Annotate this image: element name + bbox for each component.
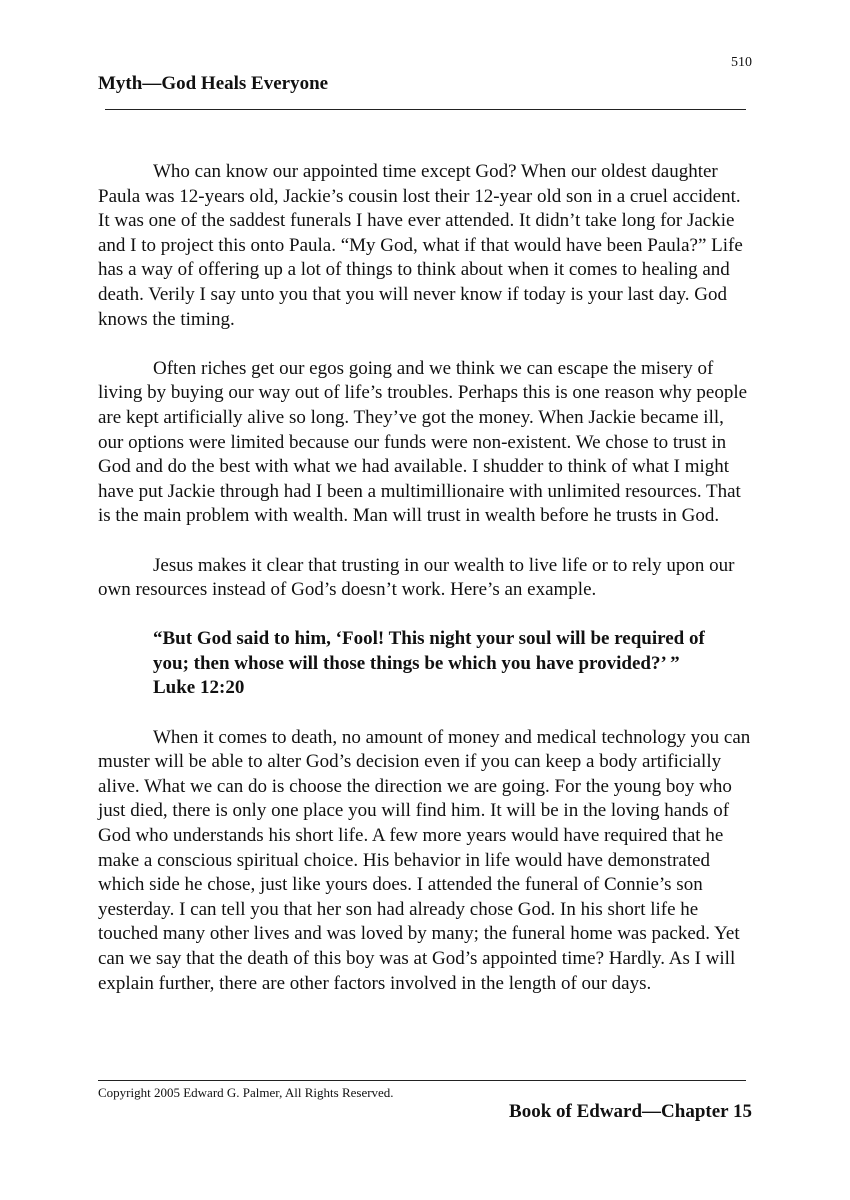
header-title: Myth—God Heals Everyone [98, 73, 329, 94]
copyright-notice: Copyright 2005 Edward G. Palmer, All Rights Reserved. [98, 1085, 394, 1100]
paragraph-1: Who can know our appointed time except God? When our oldest daughter Paula was 12-years old, Jackie’s cousin lost their 12-year old son in a cruel accident. It was one of the saddest funerals I have ever attended. It didn’t take long for Jackie and I to project this onto Paula. “My God, what if that would have been Paula?” Life has a way of offering up a lot of things to think about when it comes to healing and death. Verily I say unto you that you will never know if today is your last day. God knows the timing. [98, 161, 743, 330]
footer-rule [98, 1080, 746, 1081]
paragraph-2: Often riches get our egos going and we think we can escape the misery of living by buying our way out of life’s troubles. Perhaps this is one reason why people are kept artificially alive so long. They’ve got the money. When Jackie became ill, our options were limited because our funds were non-existent. We chose to trust in God and do the best with what we had available. I shudder to think of what I might have put Jackie through had I been a multimillionaire with unlimited resources. That is the main problem with wealth. Man will trust in wealth before he trusts in God. [98, 357, 748, 527]
header-rule [105, 109, 746, 110]
scripture-quote: “But God said to him, ‘Fool! This night your soul will be required of you; then whose will those things be which you have provided?’ ” Luke 12:20 [153, 628, 705, 699]
body-text [98, 160, 753, 1021]
paragraph-3: Jesus makes it clear that trusting in our wealth to live life or to rely upon our own resources instead of God’s doesn’t work. Here’s an example. [98, 554, 735, 601]
page-number: 510 [731, 55, 752, 70]
footer-book-title: Book of Edward—Chapter 15 [509, 1101, 752, 1122]
paragraph-4: When it comes to death, no amount of money and medical technology you can muster will be able to alter God’s decision even if you can keep a body artificially alive. What we can do is choose the direction we are going. For the young boy who just died, there is only one place you will find him. It will be in the loving hands of God who understands his short life. A few more years would have required that he make a conscious spiritual choice. His behavior in life would have demonstrated which side he chose, just like yours does. I attended the funeral of Connie’s son yesterday. I can tell you that her son had already chose God. In his short life he touched many other lives and was loved by many; the funeral home was packed. Yet can we say that the death of this boy was at God’s appointed time? Hardly. As I will explain further, there are other factors involved in the length of our days. [98, 726, 751, 994]
